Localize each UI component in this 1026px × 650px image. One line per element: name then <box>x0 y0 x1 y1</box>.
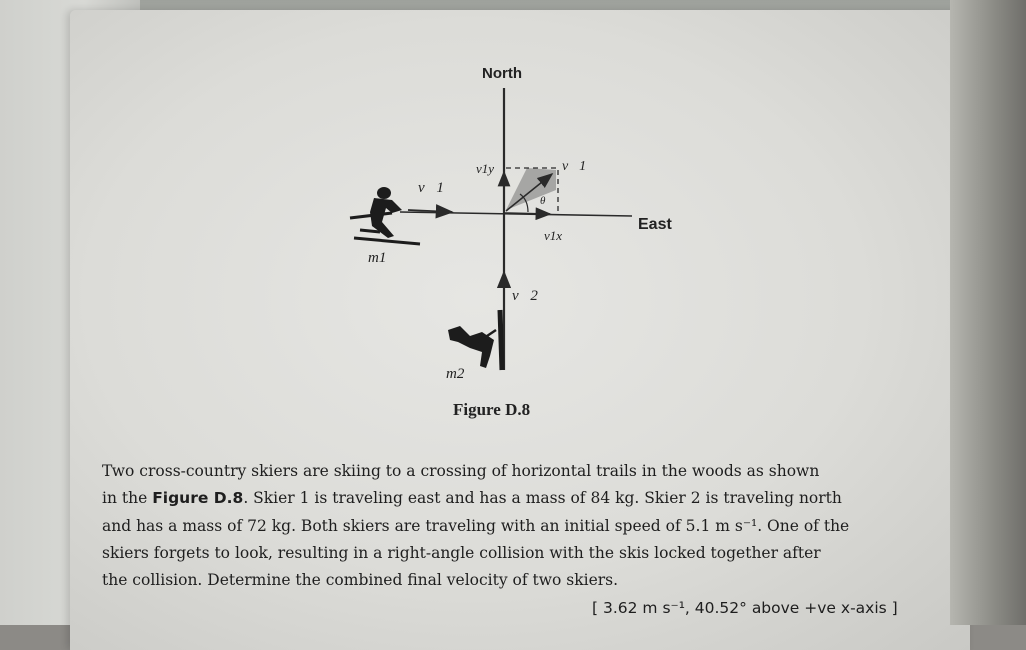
problem-line-3: and has a mass of 72 kg. Both skiers are traveling with an initial speed of 5.1 m s⁻¹. One of the <box>102 516 850 535</box>
v1-result-label: v⃗1 <box>562 159 587 174</box>
problem-line-5: the collision. Determine the combined final velocity of two skiers. <box>102 571 619 590</box>
east-label: East <box>638 216 672 233</box>
problem-line-2-pre: in the <box>102 489 153 508</box>
v1x-arrow <box>504 213 550 214</box>
m2-label: m2 <box>446 366 465 382</box>
problem-line-1: Two cross-country skiers are skiing to a crossing of horizontal trails in the woods as shown <box>102 462 820 480</box>
skier-1-figure <box>350 187 420 244</box>
figure-reference: Figure D.8 <box>152 489 244 508</box>
m1-label: m1 <box>368 250 387 266</box>
theta-label: θ <box>540 195 546 207</box>
problem-line-2-post: . Skier 1 is traveling east and has a mass of 84 kg. Skier 2 is traveling north <box>243 489 842 508</box>
v1x-label: v1x <box>544 228 563 243</box>
v1-label: v⃗1 <box>418 180 444 196</box>
problem-line-4: skiers forgets to look, resulting in a right-angle collision with the skis locked together after <box>102 543 821 562</box>
skier-2-figure <box>448 310 502 370</box>
problem-text <box>102 458 892 594</box>
answer-text: [ 3.62 m s⁻¹, 40.52° above +ve x-axis ] <box>592 599 898 617</box>
v2-label: v⃗2 <box>512 288 538 304</box>
figure-caption: Figure D.8 <box>453 400 531 419</box>
v1y-label: v1y <box>476 161 495 176</box>
problem-line-2 <box>102 485 892 512</box>
north-label: North <box>482 65 522 82</box>
angle-triangle <box>506 168 556 210</box>
